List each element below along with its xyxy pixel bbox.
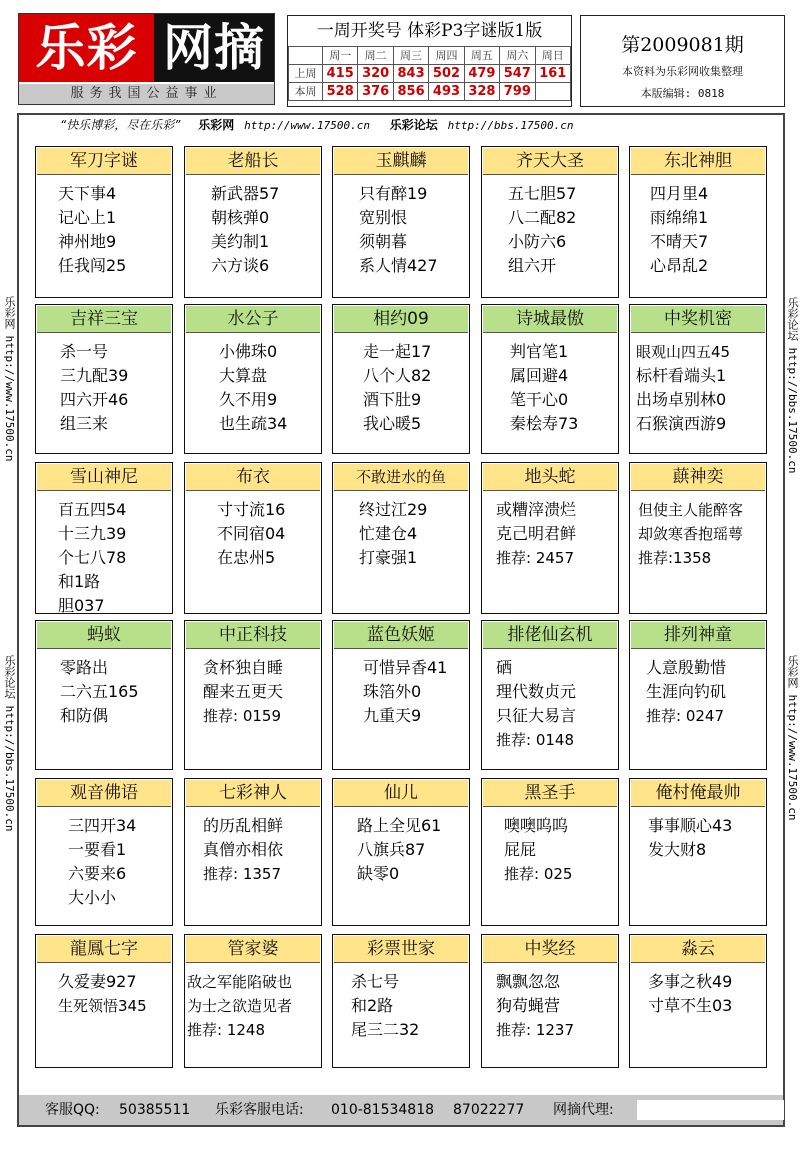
puzzle-clue-line: 和1路	[58, 572, 101, 591]
puzzle-card	[481, 462, 619, 614]
puzzle-clue-line: 五七胆57	[508, 184, 577, 203]
puzzle-clue-line: 宽别恨	[359, 208, 408, 227]
puzzle-card-title: 仙儿	[334, 780, 468, 807]
forum-url-link[interactable]: http://bbs.17500.cn	[447, 119, 574, 132]
puzzle-clue-line: 八旗兵87	[357, 840, 426, 859]
draw-number: 799	[500, 83, 535, 101]
puzzle-card-lines	[185, 650, 321, 728]
puzzle-card-title: 军刀字谜	[37, 148, 171, 175]
editor-note: 本版编辑: 0818	[640, 87, 725, 100]
url-bar	[60, 117, 760, 133]
puzzle-card	[629, 462, 767, 614]
puzzle-clue-line: 石猴演西游9	[636, 414, 727, 433]
puzzle-card	[184, 462, 322, 614]
puzzle-card-title: 蓝色妖姬	[334, 622, 468, 649]
puzzle-clue-line: 为士之欲造见者	[187, 997, 293, 1015]
puzzle-clue-line: 雨绵绵1	[650, 208, 709, 227]
puzzle-clue-line: 美约制1	[211, 232, 270, 251]
puzzle-clue-line: 系人情427	[359, 256, 438, 275]
puzzle-card-title: 玉麒麟	[334, 148, 468, 175]
puzzle-clue-line: 走一起17	[363, 342, 432, 361]
puzzle-card-title: 中奖机密	[631, 306, 765, 333]
puzzle-card	[629, 778, 767, 926]
puzzle-clue-line: 三四开34	[68, 816, 137, 835]
puzzle-clue-line: 一要看1	[68, 840, 127, 859]
puzzle-card	[629, 620, 767, 770]
side-text-right-bottom: 乐彩网 http://www.17500.cn	[786, 655, 799, 821]
puzzle-card-lines	[333, 334, 469, 436]
puzzle-clue-line: 推荐:1358	[638, 549, 712, 567]
puzzle-clue-line: 忙建仓4	[359, 524, 418, 543]
puzzle-card-lines	[333, 964, 469, 1042]
puzzle-card	[332, 778, 470, 926]
puzzle-card-lines	[333, 492, 469, 570]
puzzle-clue-line: 不晴天7	[650, 232, 709, 251]
puzzle-card-title: 雪山神尼	[37, 464, 171, 491]
weekday-cell: 周五	[464, 47, 499, 65]
puzzle-card-lines	[36, 808, 172, 910]
puzzle-clue-line: 多事之秋49	[648, 972, 733, 991]
puzzle-clue-line: 六方谈6	[211, 256, 270, 275]
puzzle-clue-line: 事事顺心43	[648, 816, 733, 835]
puzzle-clue-line: 路上全见61	[357, 816, 442, 835]
puzzle-card	[35, 304, 173, 454]
puzzle-clue-line: 缺零0	[357, 864, 400, 883]
agent-label: 网摘代理:	[553, 1102, 614, 1118]
puzzle-clue-line: 神州地9	[58, 232, 117, 251]
puzzle-clue-line: 推荐: 1237	[496, 1021, 574, 1039]
puzzle-clue-line: 零路出	[60, 658, 109, 677]
puzzle-card-lines	[482, 964, 618, 1042]
last-week-label: 上周	[289, 65, 323, 83]
puzzle-card	[481, 778, 619, 926]
puzzle-clue-line: 噢噢呜呜	[504, 816, 569, 835]
puzzle-clue-line: 推荐: 0247	[646, 707, 724, 725]
puzzle-card-lines	[185, 492, 321, 570]
agent-field	[637, 1100, 784, 1120]
puzzle-card-title: 蕻神奕	[631, 464, 765, 491]
site-name: 乐彩网	[198, 118, 235, 132]
puzzle-clue-line: 三九配39	[60, 366, 129, 385]
puzzle-clue-line: 却敛寒香抱瑶萼	[638, 525, 744, 543]
puzzle-card	[184, 304, 322, 454]
puzzle-card-title: 中奖经	[483, 936, 617, 963]
puzzle-card-lines	[36, 650, 172, 728]
site-url-link[interactable]: http://www.17500.cn	[244, 119, 370, 132]
puzzle-clue-line: 标杆看端头1	[636, 366, 727, 385]
puzzle-card-title: 排列神童	[631, 622, 765, 649]
puzzle-card	[629, 304, 767, 454]
logo-black-part: 网摘	[154, 14, 274, 82]
puzzle-card-title: 淼云	[631, 936, 765, 963]
puzzle-card	[184, 778, 322, 926]
puzzle-clue-line: 硒	[496, 658, 513, 677]
puzzle-card-title: 诗城最傲	[483, 306, 617, 333]
weekday-cell: 周三	[393, 47, 428, 65]
puzzle-card	[184, 620, 322, 770]
puzzle-clue-line: 真僧亦相依	[203, 840, 284, 859]
puzzle-card-title: 七彩神人	[186, 780, 320, 807]
puzzle-card	[332, 620, 470, 770]
puzzle-clue-line: 十三九39	[58, 524, 127, 543]
puzzle-card-lines	[36, 176, 172, 278]
puzzle-clue-line: 记心上1	[58, 208, 117, 227]
puzzle-clue-line: 寸寸流16	[217, 500, 286, 519]
puzzle-clue-line: 我心暖5	[363, 414, 422, 433]
draw-number: 376	[358, 83, 393, 101]
puzzle-card-lines	[185, 176, 321, 278]
puzzle-card-lines	[36, 964, 172, 1018]
puzzle-clue-line: 新武器57	[211, 184, 280, 203]
weekday-cell: 周六	[500, 47, 535, 65]
puzzle-clue-line: 终过江29	[359, 500, 428, 519]
puzzle-clue-line: 组六开	[508, 256, 557, 275]
puzzle-clue-line: 久爱妻927	[58, 972, 137, 991]
draw-number: 415	[323, 65, 358, 83]
puzzle-clue-line: 寸草不生03	[648, 996, 733, 1015]
puzzle-card-title: 水公子	[186, 306, 320, 333]
puzzle-clue-line: 判官笔1	[510, 342, 569, 361]
puzzle-card-lines	[185, 334, 321, 436]
puzzle-clue-line: 杀七号	[351, 972, 400, 991]
puzzle-card-title: 不敢进水的鱼	[334, 464, 468, 491]
puzzle-clue-line: 八二配82	[508, 208, 577, 227]
puzzle-clue-line: 人意殷勤惜	[646, 658, 727, 677]
puzzle-card-title: 观音佛语	[37, 780, 171, 807]
puzzle-card	[332, 934, 470, 1068]
footer-bar	[19, 1095, 783, 1125]
draw-number: 547	[500, 65, 535, 83]
puzzle-clue-line: 可惜异香41	[363, 658, 448, 677]
puzzle-card-lines	[482, 492, 618, 570]
puzzle-card	[35, 620, 173, 770]
puzzle-card-title: 中正科技	[186, 622, 320, 649]
puzzle-clue-line: 天下事4	[58, 184, 117, 203]
puzzle-clue-line: 属回避4	[510, 366, 569, 385]
puzzle-clue-line: 推荐: 2457	[496, 549, 574, 567]
puzzle-clue-line: 酒下肚9	[363, 390, 422, 409]
phone-number-2: 87022277	[453, 1102, 525, 1118]
puzzle-card-title: 彩票世家	[334, 936, 468, 963]
puzzle-clue-line: 胆037	[58, 596, 105, 615]
puzzle-card	[629, 146, 767, 298]
puzzle-card-lines	[333, 650, 469, 728]
puzzle-card-title: 管家婆	[186, 936, 320, 963]
puzzle-card-lines	[482, 650, 618, 752]
draw-title: 一周开奖号 体彩P3字谜版1版	[316, 21, 543, 41]
draw-number: 479	[464, 65, 499, 83]
puzzle-clue-line: 克己明君鲜	[496, 524, 577, 543]
puzzle-card-title: 吉祥三宝	[37, 306, 171, 333]
puzzle-clue-line: 杀一号	[60, 342, 109, 361]
puzzle-clue-line: 秦桧寿73	[510, 414, 579, 433]
puzzle-card-title: 龍鳳七字	[37, 936, 171, 963]
puzzle-clue-line: 出场卓别林0	[636, 390, 727, 409]
puzzle-clue-line: 六要来6	[68, 864, 127, 883]
puzzle-clue-line: 八个人82	[363, 366, 432, 385]
puzzle-card-lines	[36, 334, 172, 436]
puzzle-card	[332, 304, 470, 454]
puzzle-clue-line: 狗苟蝇营	[496, 996, 561, 1015]
puzzle-clue-line: 或糟滓溃烂	[496, 500, 577, 519]
puzzle-card-lines	[482, 808, 618, 886]
puzzle-card-title: 老船长	[186, 148, 320, 175]
puzzle-clue-line: 推荐: 1248	[187, 1021, 265, 1039]
draw-number: 161	[535, 65, 570, 83]
puzzle-clue-line: 推荐: 025	[504, 865, 573, 883]
weekday-cell: 周一	[323, 47, 358, 65]
puzzle-clue-line: 须朝暮	[359, 232, 408, 251]
puzzle-clue-line: 敌之军能陷破也	[187, 973, 293, 991]
puzzle-clue-line: 大算盘	[219, 366, 268, 385]
puzzle-card	[184, 934, 322, 1068]
puzzle-card-title: 排佬仙玄机	[483, 622, 617, 649]
side-text-left-bottom: 乐彩论坛 http://bbs.17500.cn	[3, 655, 16, 832]
puzzle-clue-line: 发大财8	[648, 840, 707, 859]
puzzle-card-lines	[185, 964, 321, 1042]
puzzle-card-lines	[185, 808, 321, 886]
puzzle-card	[629, 934, 767, 1068]
puzzle-clue-line: 只有醉19	[359, 184, 428, 203]
puzzle-clue-line: 朝核弹0	[211, 208, 270, 227]
this-week-label: 本周	[289, 83, 323, 101]
logo-slogan: 服务我国公益事业	[19, 84, 274, 104]
this-week-row	[289, 83, 571, 101]
draw-number: 843	[393, 65, 428, 83]
puzzle-clue-line: 推荐: 0159	[203, 707, 281, 725]
puzzle-clue-line: 任我闯25	[58, 256, 127, 275]
puzzle-card-title: 地头蛇	[483, 464, 617, 491]
puzzle-clue-line: 和2路	[351, 996, 394, 1015]
puzzle-card	[332, 462, 470, 614]
puzzle-card-title: 齐天大圣	[483, 148, 617, 175]
puzzle-card-lines	[630, 808, 766, 862]
draw-number	[535, 83, 570, 101]
weekday-cell: 周日	[535, 47, 570, 65]
draw-number: 328	[464, 83, 499, 101]
qq-label: 客服QQ:	[45, 1102, 100, 1118]
puzzle-clue-line: 组三来	[60, 414, 109, 433]
puzzle-clue-line: 屁屁	[504, 840, 537, 859]
puzzle-clue-line: 和防偶	[60, 706, 109, 725]
draw-number: 528	[323, 83, 358, 101]
side-text-left-top: 乐彩网 http://www.17500.cn	[3, 296, 16, 462]
puzzle-card-lines	[630, 492, 766, 570]
draw-number: 502	[429, 65, 464, 83]
puzzle-card-lines	[630, 334, 766, 436]
puzzle-card	[481, 304, 619, 454]
weekly-draw-panel	[287, 15, 572, 107]
puzzle-clue-line: 二六五165	[60, 682, 139, 701]
puzzle-clue-line: 的历乱相鲜	[203, 816, 284, 835]
puzzle-clue-line: 推荐: 1357	[203, 865, 281, 883]
puzzle-clue-line: 生死领悟345	[58, 997, 147, 1015]
puzzle-card-title: 黑圣手	[483, 780, 617, 807]
puzzle-clue-line: 笔干心0	[510, 390, 569, 409]
puzzle-clue-line: 四六开46	[60, 390, 129, 409]
puzzle-card	[184, 146, 322, 298]
puzzle-card	[35, 462, 173, 614]
puzzle-card	[481, 620, 619, 770]
puzzle-clue-line: 小防六6	[508, 232, 567, 251]
puzzle-clue-line: 大小小	[68, 888, 117, 907]
puzzle-card-lines	[333, 176, 469, 278]
puzzle-clue-line: 小佛珠0	[219, 342, 278, 361]
phone-label: 乐彩客服电话:	[215, 1102, 304, 1118]
qq-number: 50385511	[119, 1102, 191, 1118]
puzzle-clue-line: 醒来五更天	[203, 682, 284, 701]
source-note: 本资料为乐彩网收集整理	[622, 65, 743, 78]
puzzle-card	[35, 146, 173, 298]
puzzle-card	[481, 146, 619, 298]
puzzle-clue-line: 打豪强1	[359, 548, 418, 567]
puzzle-card-lines	[482, 334, 618, 436]
last-week-row	[289, 65, 571, 83]
puzzle-card-title: 布衣	[186, 464, 320, 491]
logo-red-part: 乐彩	[19, 14, 154, 82]
puzzle-card-title: 东北神胆	[631, 148, 765, 175]
puzzle-card	[481, 934, 619, 1068]
puzzle-clue-line: 在忠州5	[217, 548, 276, 567]
phone-number: 010-81534818	[331, 1102, 435, 1118]
puzzle-clue-line: 心昂乱2	[650, 256, 709, 275]
puzzle-clue-line: 飘飘忽忽	[496, 972, 561, 991]
puzzle-clue-line: 也生疏34	[219, 414, 288, 433]
puzzle-clue-line: 生涯向钓矶	[646, 682, 727, 701]
puzzle-clue-line: 贪杯独自睡	[203, 658, 284, 677]
puzzle-clue-line: 久不用9	[219, 390, 278, 409]
puzzle-clue-line: 个七八78	[58, 548, 127, 567]
issue-number: 第2009081期	[621, 34, 744, 56]
puzzle-clue-line: 只征大易言	[496, 706, 577, 725]
draw-number: 856	[393, 83, 428, 101]
puzzle-card-lines	[630, 964, 766, 1018]
puzzle-card-title: 俺村俺最帅	[631, 780, 765, 807]
puzzle-card-lines	[36, 492, 172, 618]
draw-header-row	[289, 47, 571, 65]
puzzle-clue-line: 不同宿04	[217, 524, 286, 543]
puzzle-card-title: 相约09	[334, 306, 468, 333]
side-text-right-top: 乐彩论坛 http://bbs.17500.cn	[786, 297, 799, 474]
puzzle-card	[332, 146, 470, 298]
draw-number: 493	[429, 83, 464, 101]
slogan-quote: “快乐博彩，尽在乐彩”	[60, 118, 181, 132]
puzzle-card-title: 蚂蚁	[37, 622, 171, 649]
puzzle-card-lines	[333, 808, 469, 886]
issue-panel	[580, 15, 785, 107]
draw-table	[288, 46, 571, 101]
weekday-cell: 周四	[429, 47, 464, 65]
puzzle-card	[35, 778, 173, 926]
puzzle-clue-line: 九重天9	[363, 706, 422, 725]
puzzle-clue-line: 眼观山四五45	[636, 343, 731, 361]
puzzle-clue-line: 百五四54	[58, 500, 127, 519]
puzzle-clue-line: 四月里4	[650, 184, 709, 203]
puzzle-card-lines	[630, 176, 766, 278]
draw-number: 320	[358, 65, 393, 83]
puzzle-clue-line: 尾三二32	[351, 1020, 420, 1039]
puzzle-card-lines	[482, 176, 618, 278]
weekday-cell: 周二	[358, 47, 393, 65]
forum-name: 乐彩论坛	[389, 118, 438, 132]
logo	[18, 13, 275, 105]
puzzle-clue-line: 但使主人能醉客	[638, 501, 744, 519]
puzzle-card	[35, 934, 173, 1068]
puzzle-card-lines	[630, 650, 766, 728]
puzzle-clue-line: 珠箔外0	[363, 682, 422, 701]
puzzle-clue-line: 理代数贞元	[496, 682, 577, 701]
puzzle-clue-line: 推荐: 0148	[496, 731, 574, 749]
